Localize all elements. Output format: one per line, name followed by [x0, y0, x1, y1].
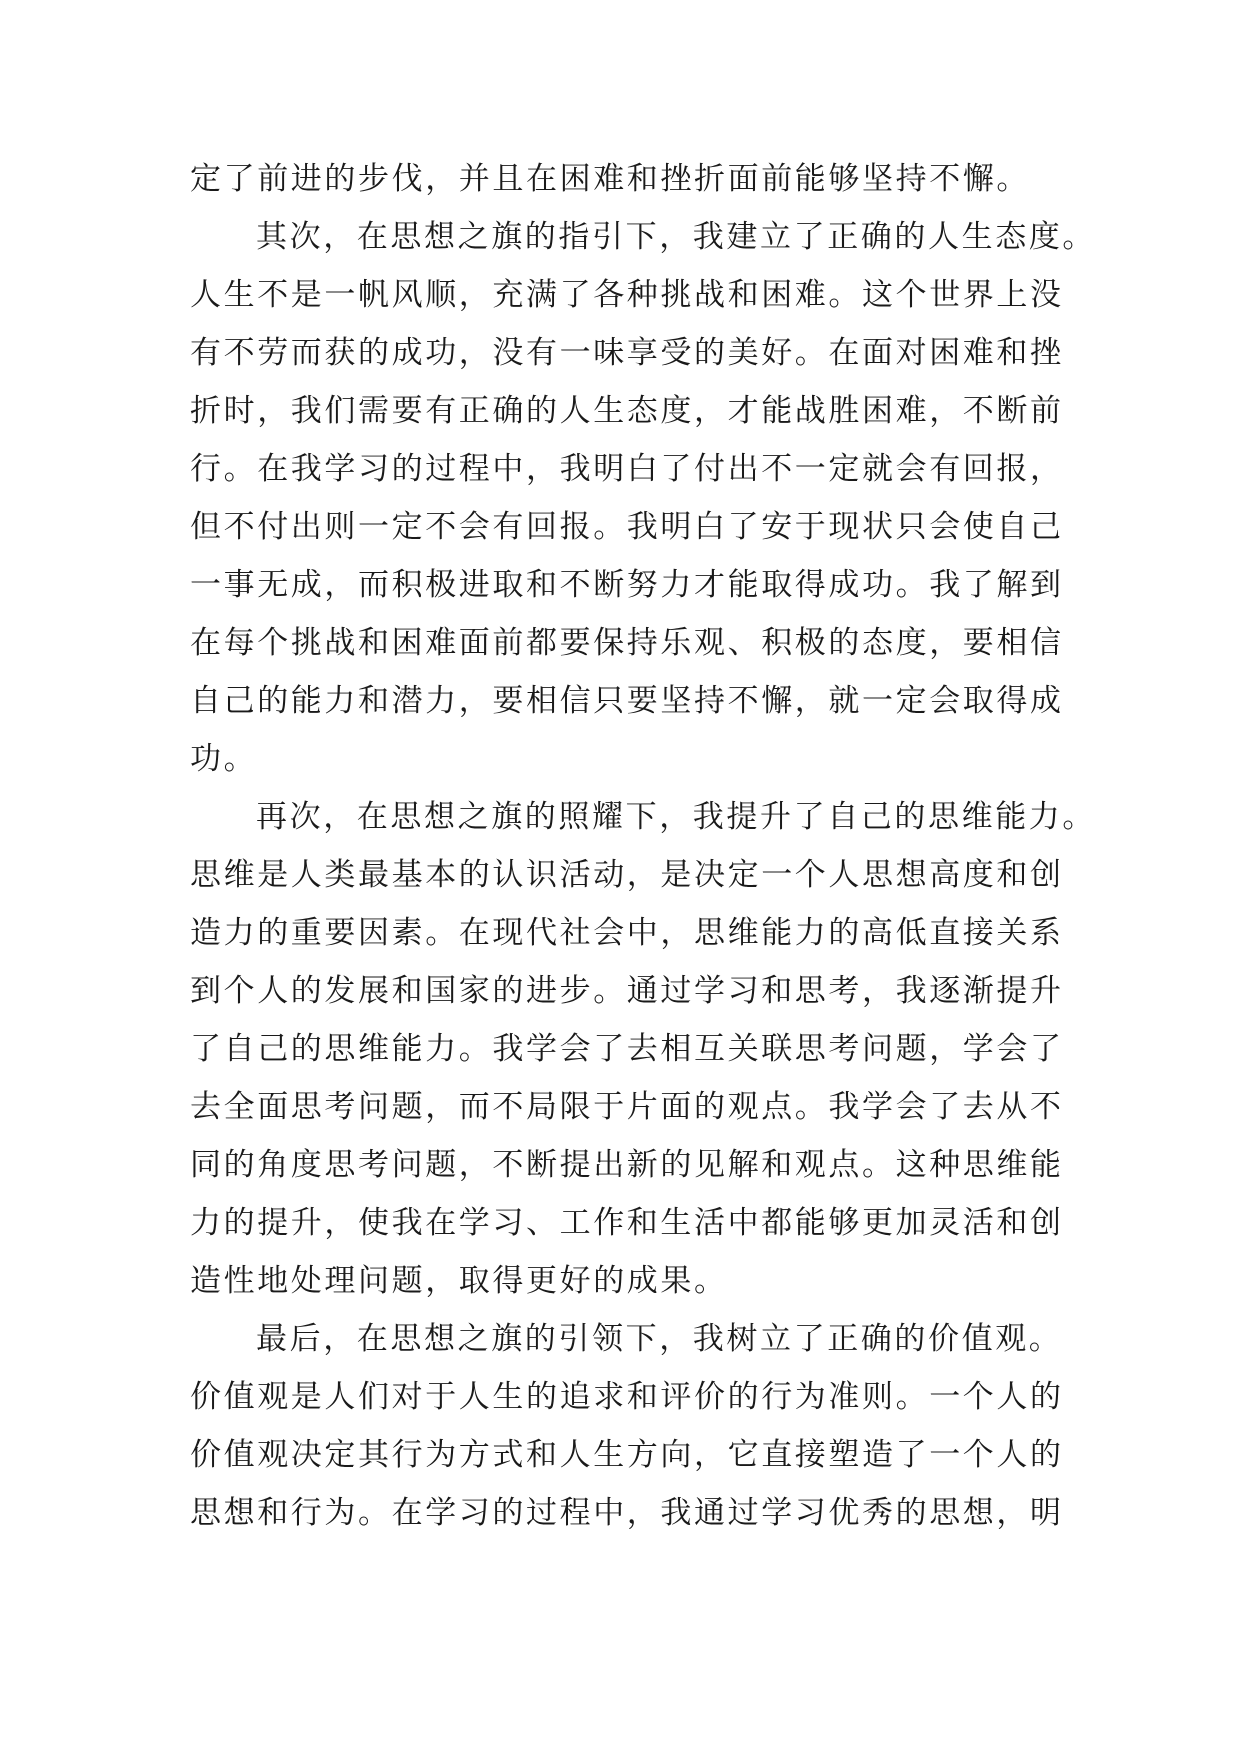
text-line: 思维是人类最基本的认识活动，是决定一个人思想高度和创 [190, 857, 1064, 893]
text-line: 自己的能力和潜力，要相信只要坚持不懈，就一定会取得成 [190, 683, 1064, 719]
paragraph-first-line: 其次，在思想之旗的指引下，我建立了正确的人生态度。 [256, 219, 1096, 255]
text-line: 折时，我们需要有正确的人生态度，才能战胜困难，不断前 [190, 393, 1064, 429]
text-line: 定了前进的步伐，并且在困难和挫折面前能够坚持不懈。 [190, 161, 1030, 197]
paragraph-first-line: 再次，在思想之旗的照耀下，我提升了自己的思维能力。 [256, 799, 1096, 835]
text-line: 价值观是人们对于人生的追求和评价的行为准则。一个人的 [190, 1379, 1064, 1415]
text-line: 有不劳而获的成功，没有一味享受的美好。在面对困难和挫 [190, 335, 1064, 371]
text-line: 价值观决定其行为方式和人生方向，它直接塑造了一个人的 [190, 1437, 1064, 1473]
text-line: 但不付出则一定不会有回报。我明白了安于现状只会使自己 [190, 509, 1064, 545]
text-line: 功。 [190, 741, 258, 777]
text-line: 人生不是一帆风顺，充满了各种挑战和困难。这个世界上没 [190, 277, 1064, 313]
text-line: 行。在我学习的过程中，我明白了付出不一定就会有回报， [190, 451, 1064, 487]
text-line: 在每个挑战和困难面前都要保持乐观、积极的态度，要相信 [190, 625, 1064, 661]
paragraph-first-line: 最后，在思想之旗的引领下，我树立了正确的价值观。 [256, 1321, 1063, 1357]
text-line: 力的提升，使我在学习、工作和生活中都能够更加灵活和创 [190, 1205, 1064, 1241]
text-line: 造性地处理问题，取得更好的成果。 [190, 1263, 728, 1299]
text-line: 去全面思考问题，而不局限于片面的观点。我学会了去从不 [190, 1089, 1064, 1125]
text-line: 到个人的发展和国家的进步。通过学习和思考，我逐渐提升 [190, 973, 1064, 1009]
body-text [190, 150, 1096, 1542]
text-line: 同的角度思考问题，不断提出新的见解和观点。这种思维能 [190, 1147, 1064, 1183]
text-line: 造力的重要因素。在现代社会中，思维能力的高低直接关系 [190, 915, 1064, 951]
text-line: 思想和行为。在学习的过程中，我通过学习优秀的思想，明 [190, 1495, 1064, 1531]
text-line: 一事无成，而积极进取和不断努力才能取得成功。我了解到 [190, 567, 1064, 603]
text-line: 了自己的思维能力。我学会了去相互关联思考问题，学会了 [190, 1031, 1064, 1067]
